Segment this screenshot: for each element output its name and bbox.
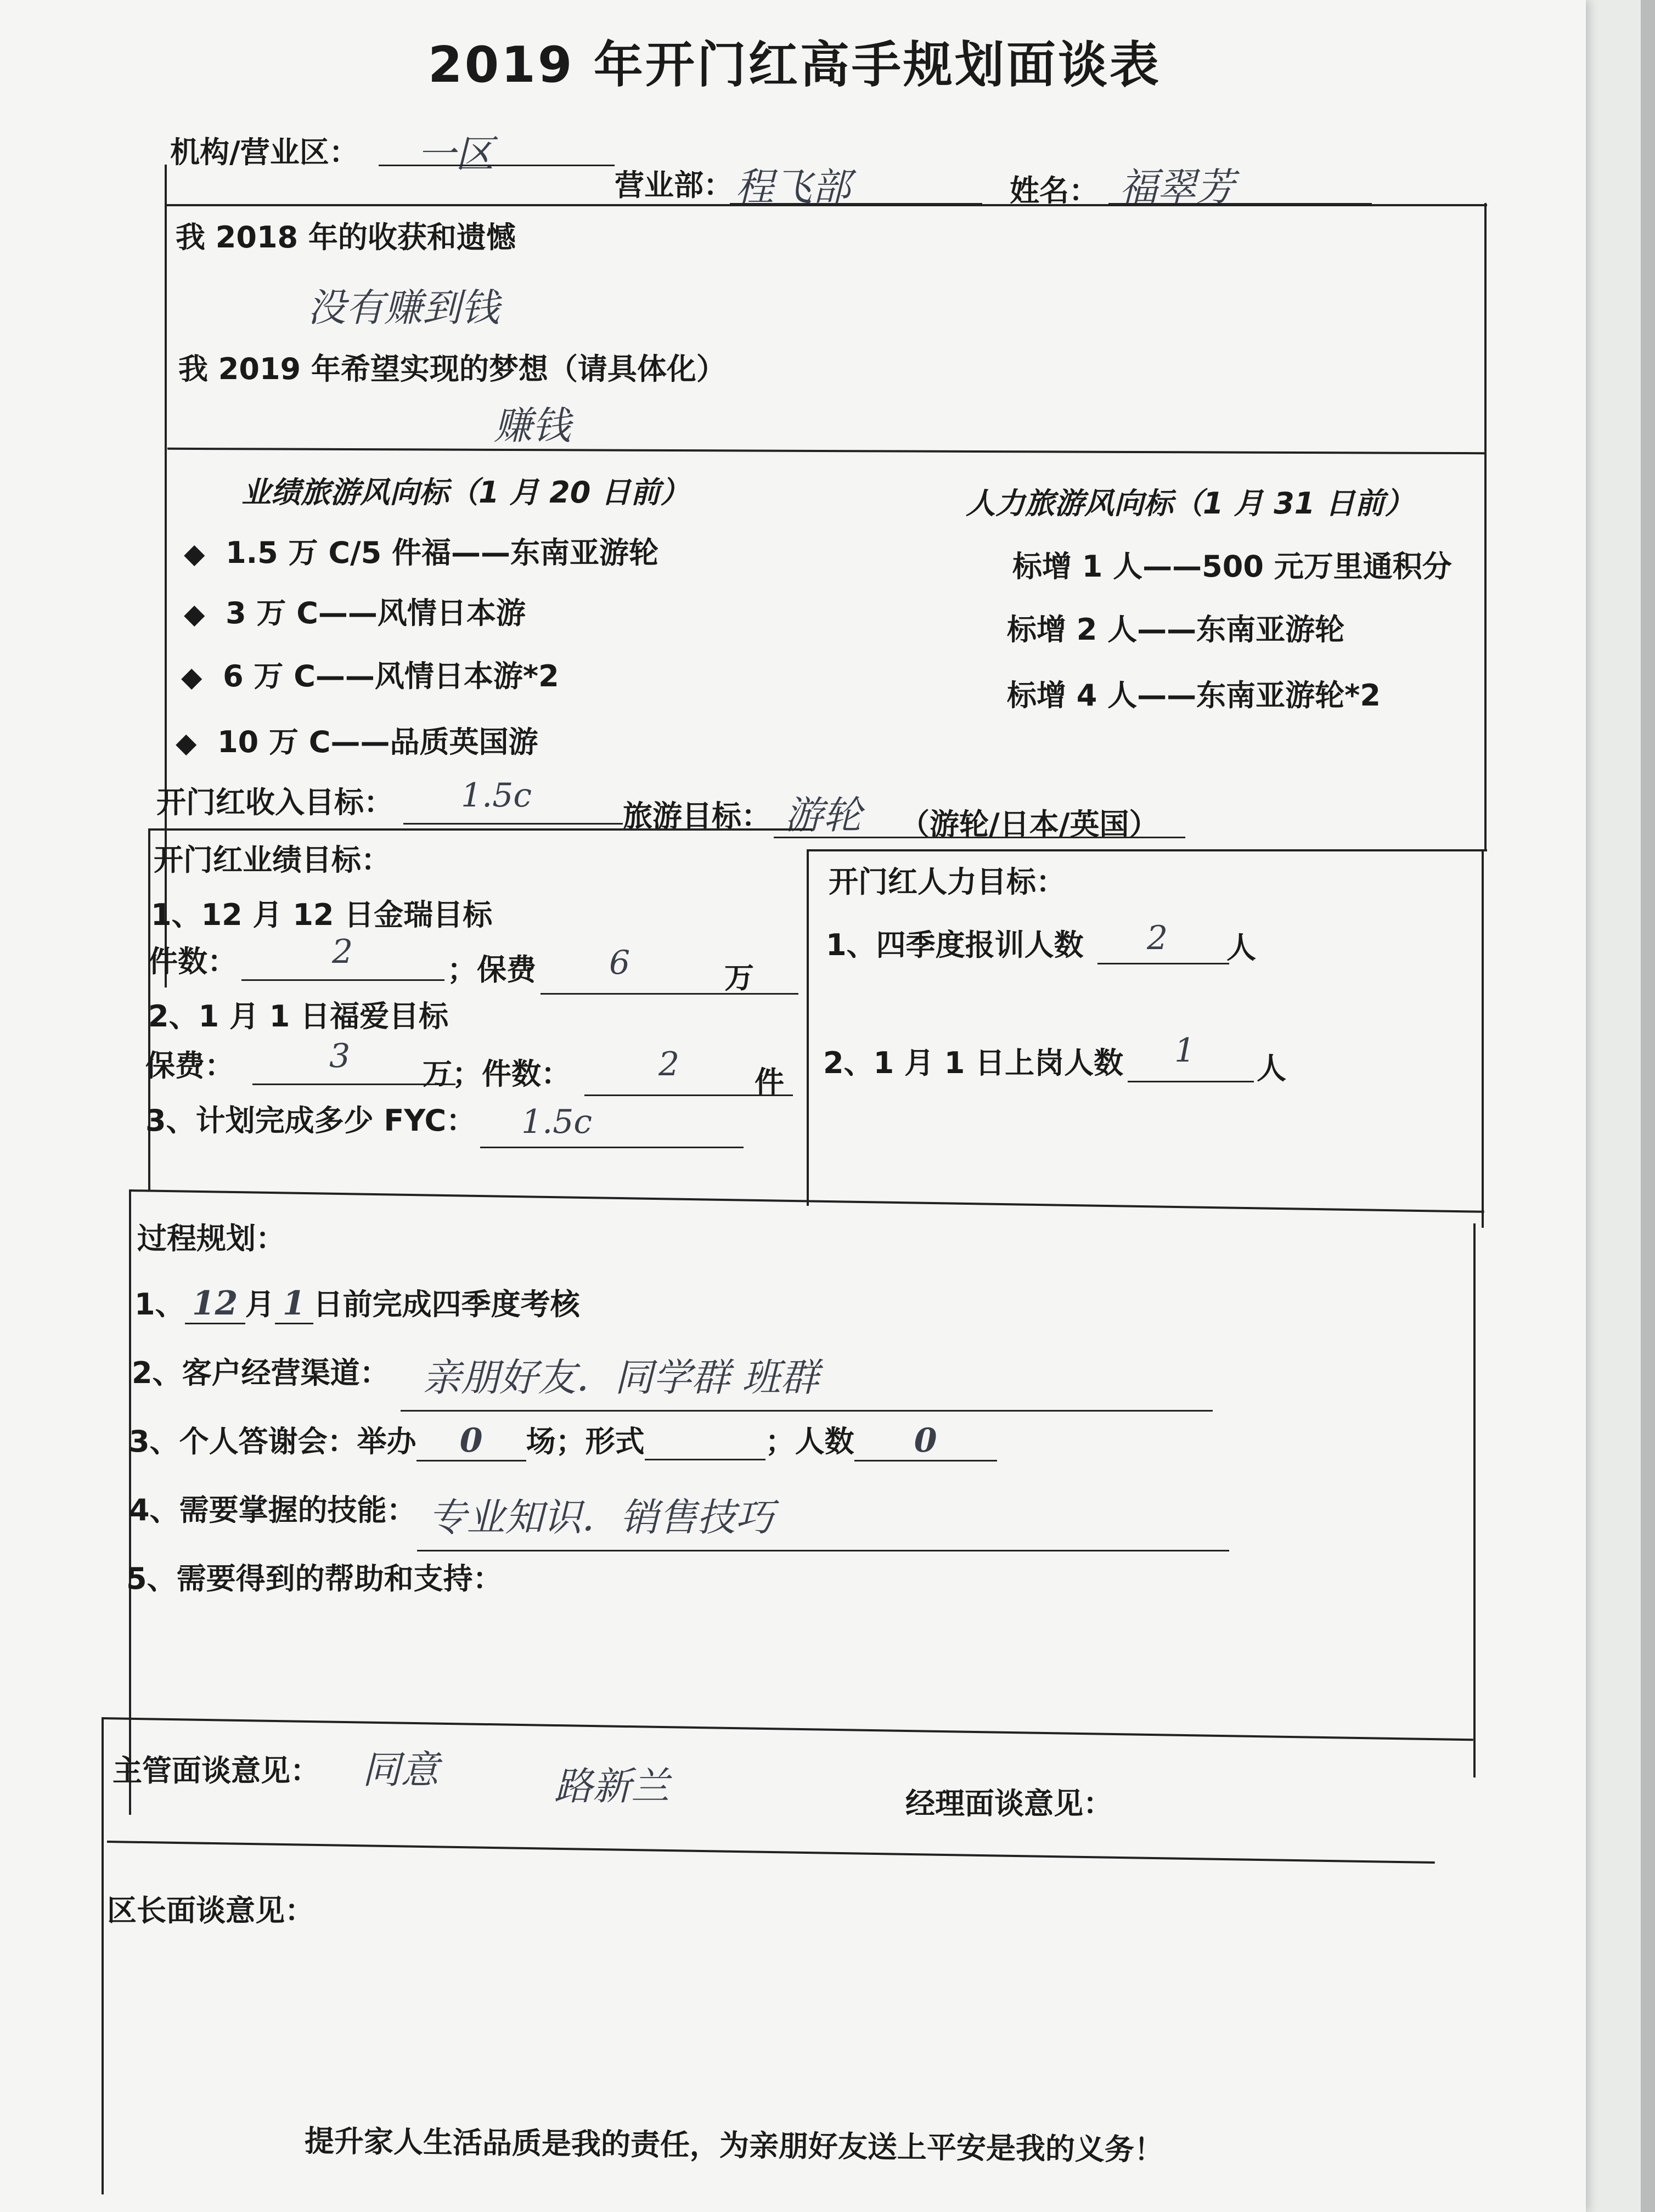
process-title: 过程规划：	[137, 1221, 285, 1256]
performance-target-item2: 2、1 月 1 日福爱目标	[148, 999, 449, 1034]
org-underline	[379, 165, 615, 166]
process-item2-underline	[401, 1410, 1213, 1412]
performance-target-title: 开门红业绩目标：	[154, 843, 391, 877]
manpower-target-item2: 2、1 月 1 日上岗人数	[823, 1046, 1124, 1080]
manpower-travel-item: 标增 2 人——东南亚游轮	[1007, 612, 1345, 647]
count-underline	[241, 979, 444, 981]
process-item4-label: 4、需要掌握的技能：	[129, 1493, 416, 1527]
footer-slogan: 提升家人生活品质是我的责任，为亲朋好友送上平安是我的义务！	[304, 2124, 1164, 2168]
manager-opinion-label: 经理面谈意见：	[905, 1786, 1113, 1821]
supervisor-opinion-value[interactable]: 同意	[362, 1747, 439, 1792]
divider-targets-top-right	[807, 849, 1487, 851]
supervisor-signature: 路新兰	[554, 1764, 669, 1809]
form-top-border	[165, 204, 1487, 206]
premium2-label: 保费：	[145, 1048, 234, 1083]
income-target-value[interactable]: 1.5c	[461, 776, 532, 815]
premium2-unit-count-label: 万；件数：	[423, 1057, 571, 1091]
section-2018-answer[interactable]: 没有赚到钱	[307, 285, 499, 330]
manpower-item1-unit: 人	[1226, 930, 1256, 965]
process-item1-month[interactable]: 12	[185, 1284, 245, 1324]
manpower-target-title: 开门红人力目标：	[829, 865, 1066, 899]
watermark	[964, 187, 1182, 465]
targets-right-border	[1482, 849, 1484, 1228]
travel-options: （游轮/日本/英国）	[900, 807, 1159, 842]
org-label: 机构/营业区：	[170, 135, 359, 170]
divider-targets-middle	[807, 849, 809, 1206]
form-right-border	[1484, 203, 1487, 850]
performance-target-item1: 1、12 月 12 日金瑞目标	[151, 898, 493, 932]
travel-target-value[interactable]: 游轮	[785, 793, 862, 838]
manpower-travel-item: 标增 4 人——东南亚游轮*2	[1007, 678, 1381, 713]
manpower-item2-underline	[1128, 1081, 1254, 1082]
premium2-underline	[252, 1084, 455, 1085]
page-title: 2019 年开门红高手规划面谈表	[428, 36, 1161, 94]
travel-target-label: 旅游目标：	[623, 799, 771, 833]
travel-underline	[774, 837, 1185, 838]
income-target-label: 开门红收入目标：	[156, 785, 393, 820]
fyc-underline	[480, 1147, 744, 1148]
dept-label: 营业部：	[615, 168, 733, 202]
premium-value[interactable]: 6	[609, 944, 631, 982]
opinions-left-border	[102, 1717, 104, 2194]
fyc-value[interactable]: 1.5c	[521, 1103, 593, 1141]
process-item3-people[interactable]: 0	[854, 1421, 997, 1462]
diamond-bullet-icon: ◆	[184, 598, 205, 630]
process-item2-label: 2、客户经营渠道：	[132, 1356, 390, 1390]
count2-underline	[584, 1094, 793, 1096]
count-label: 件数：	[148, 944, 237, 979]
divider-dreams	[167, 448, 1484, 454]
process-item1: 1、 12 月 1 日前完成四季度考核	[134, 1281, 580, 1324]
manpower-target-item1: 1、四季度报训人数	[826, 928, 1084, 962]
process-item1-day[interactable]: 1	[275, 1284, 313, 1324]
process-item4-underline	[417, 1550, 1229, 1551]
performance-travel-item: ◆ 1.5 万 C/5 件福——东南亚游轮	[184, 535, 659, 570]
manpower-item1-value[interactable]: 2	[1147, 919, 1168, 957]
process-item4-value[interactable]: 专业知识．销售技巧	[428, 1495, 774, 1540]
divider-targets-top-left	[148, 828, 812, 831]
manpower-item2-unit: 人	[1257, 1051, 1286, 1086]
process-right-border	[1473, 1223, 1476, 1778]
performance-travel-title: 业绩旅游风向标（1 月 20 日前）	[241, 475, 690, 510]
manpower-travel-title: 人力旅游风向标（1 月 31 日前）	[966, 486, 1415, 521]
performance-target-item3: 3、计划完成多少 FYC：	[145, 1103, 476, 1138]
process-item5-label: 5、需要得到的帮助和支持：	[126, 1561, 503, 1596]
section-2019-label: 我 2019 年希望实现的梦想（请具体化）	[178, 352, 726, 386]
performance-travel-item: ◆ 6 万 C——风情日本游*2	[181, 659, 559, 693]
premium-unit: 万	[724, 961, 754, 995]
district-opinion-label: 区长面谈意见：	[107, 1893, 314, 1928]
premium-label: ；保费	[447, 952, 536, 987]
section-2018-label: 我 2018 年的收获和遗憾	[176, 220, 516, 255]
diamond-bullet-icon: ◆	[181, 661, 202, 693]
process-item3-format[interactable]	[645, 1424, 765, 1460]
section-2019-answer[interactable]: 赚钱	[494, 403, 571, 448]
performance-travel-item: ◆ 10 万 C——品质英国游	[176, 725, 538, 759]
org-value[interactable]: 一区	[417, 132, 494, 177]
dept-value[interactable]: 程飞部	[735, 165, 851, 210]
income-underline	[403, 823, 623, 825]
count2-unit: 件	[755, 1065, 784, 1099]
count-value[interactable]: 2	[332, 933, 353, 971]
performance-travel-item: ◆ 3 万 C——风情日本游	[184, 596, 526, 630]
name-value[interactable]: 福翠芳	[1119, 165, 1235, 210]
divider-opinions-top	[102, 1717, 1473, 1741]
diamond-bullet-icon: ◆	[184, 538, 205, 569]
manpower-item1-underline	[1097, 963, 1229, 964]
process-item3: 3、个人答谢会：举办 0 场；形式 ；人数 0	[129, 1418, 997, 1462]
count2-value[interactable]: 2	[658, 1045, 680, 1084]
premium-underline	[541, 993, 798, 995]
divider-district	[107, 1841, 1435, 1864]
premium2-value[interactable]: 3	[329, 1037, 351, 1075]
process-item3-count[interactable]: 0	[416, 1421, 526, 1462]
manpower-travel-item: 标增 1 人——500 元万里通积分	[1012, 549, 1452, 584]
name-label: 姓名：	[1010, 173, 1099, 208]
diamond-bullet-icon: ◆	[176, 727, 197, 759]
supervisor-opinion-label: 主管面谈意见：	[112, 1753, 320, 1788]
process-item2-value[interactable]: 亲朋好友．同学群 班群	[423, 1355, 819, 1400]
manpower-item2-value[interactable]: 1	[1174, 1031, 1196, 1070]
